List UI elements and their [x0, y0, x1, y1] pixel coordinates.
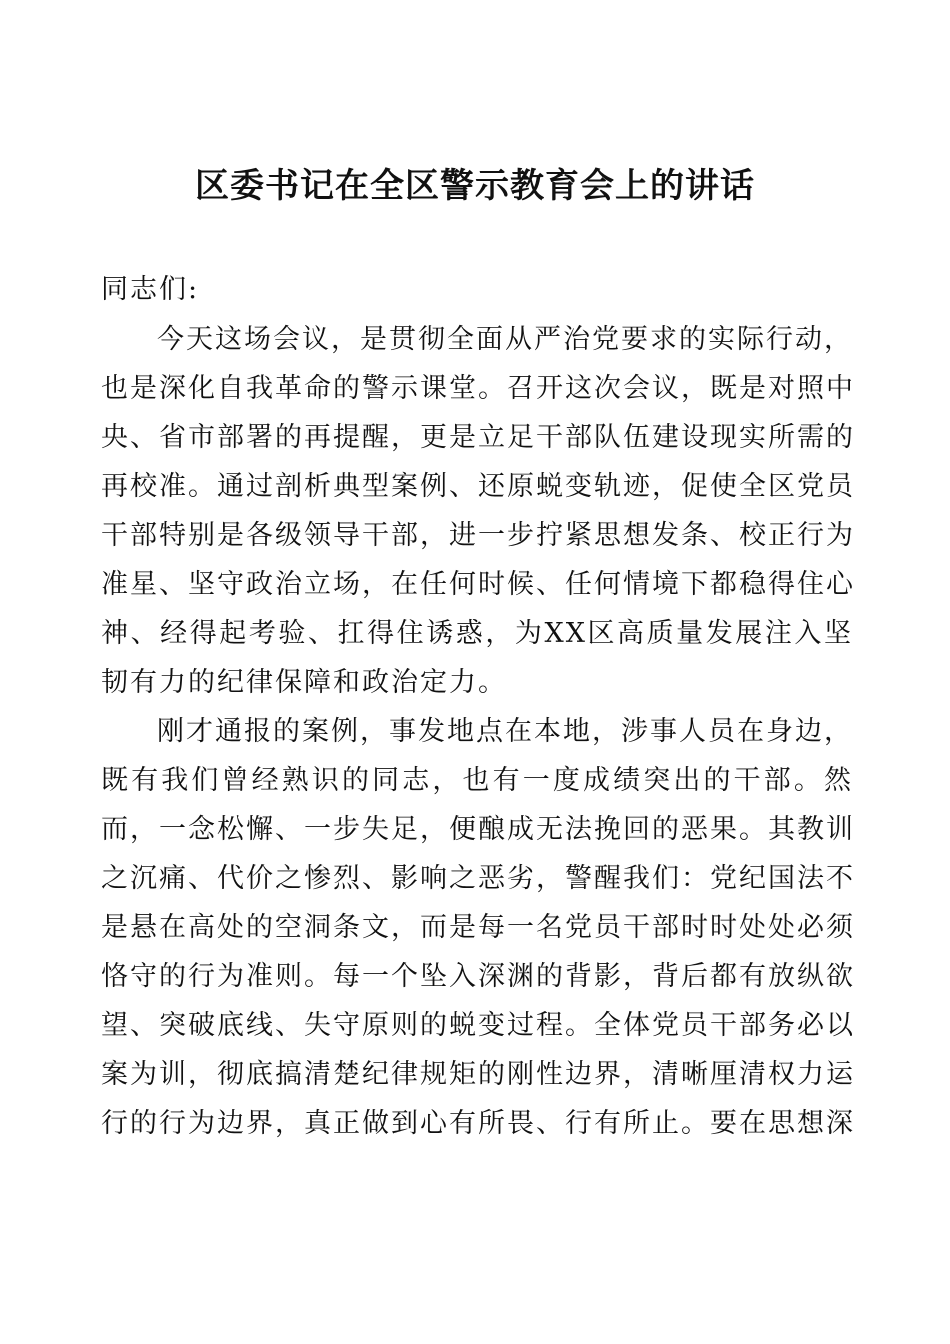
text-line: 准星、坚守政治立场，在任何时候、任何情境下都稳得住心 [101, 569, 855, 600]
document-title: 区委书记在全区警示教育会上的讲话 [195, 166, 755, 206]
text-line: 刚才通报的案例，事发地点在本地，涉事人员在身边， [157, 716, 853, 747]
text-line: 也是深化自我革命的警示课堂。召开这次会议，既是对照中 [101, 373, 855, 404]
text-line: 之沉痛、代价之惨烈、影响之恶劣，警醒我们：党纪国法不 [101, 863, 855, 894]
text-line: 望、突破底线、失守原则的蜕变过程。全体党员干部务必以 [101, 1010, 855, 1041]
salutation: 同志们: [101, 274, 200, 305]
text-line: 行的行为边界，真正做到心有所畏、行有所止。要在思想深 [101, 1108, 855, 1139]
text-line: 案为训，彻底搞清楚纪律规矩的刚性边界，清晰厘清权力运 [101, 1059, 855, 1090]
text-line: 神、经得起考验、扛得住诱惑，为XX区高质量发展注入坚 [101, 618, 853, 649]
paragraph-1 [101, 315, 853, 707]
text-line: 而，一念松懈、一步失足，便酿成无法挽回的恶果。其教训 [101, 814, 855, 845]
text-line: 干部特别是各级领导干部，进一步拧紧思想发条、校正行为 [101, 520, 855, 551]
text-line: 是悬在高处的空洞条文，而是每一名党员干部时时处处必须 [101, 912, 855, 943]
text-line: 既有我们曾经熟识的同志，也有一度成绩突出的干部。然 [101, 765, 853, 796]
text-line: 韧有力的纪律保障和政治定力。 [101, 667, 507, 698]
paragraph-2 [101, 707, 853, 1148]
text-line: 央、省市部署的再提醒，更是立足干部队伍建设现实所需的 [101, 422, 855, 453]
text-line: 恪守的行为准则。每一个坠入深渊的背影，背后都有放纵欲 [101, 961, 855, 992]
text-line: 今天这场会议，是贯彻全面从严治党要求的实际行动， [157, 324, 853, 355]
document-body [101, 315, 853, 1148]
text-line: 再校准。通过剖析典型案例、还原蜕变轨迹，促使全区党员 [101, 471, 855, 502]
